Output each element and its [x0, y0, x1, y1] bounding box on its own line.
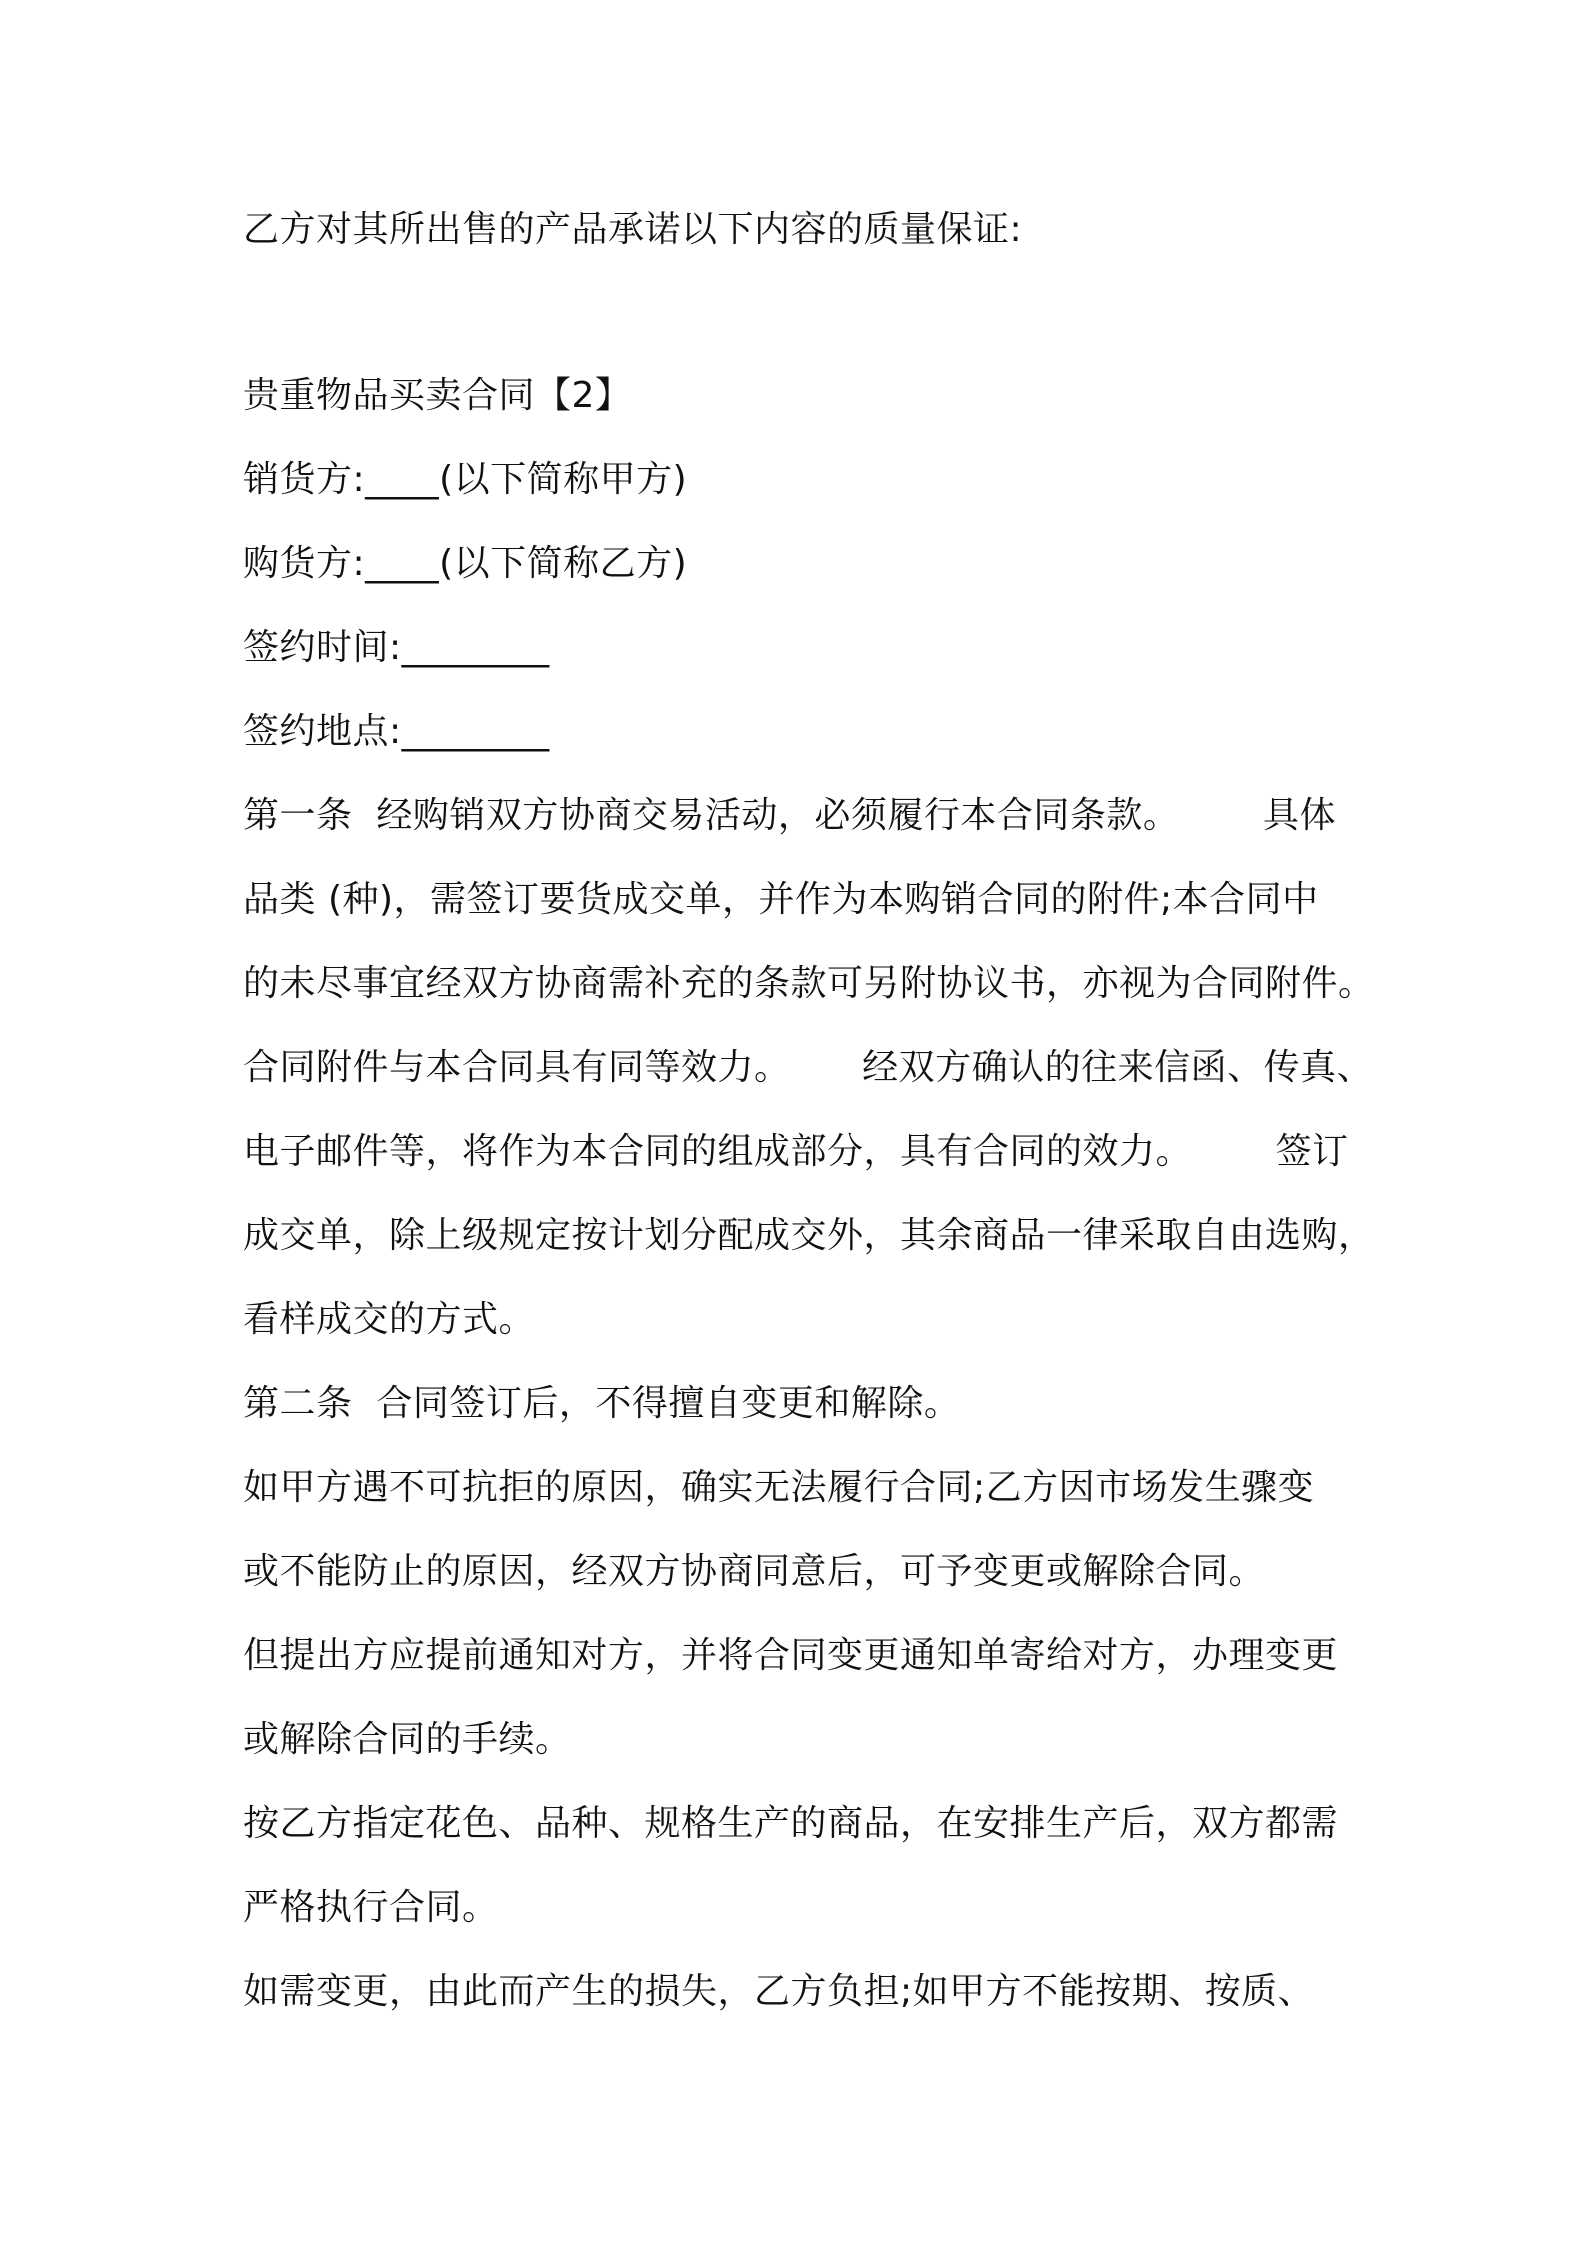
- contract-title: 贵重物品买卖合同【2】: [243, 375, 632, 416]
- article-two-line-5: 或解除合同的手续。: [243, 1719, 572, 1760]
- article-two-line-3: 或不能防止的原因，经双方协商同意后，可予变更或解除合同。: [243, 1551, 1266, 1592]
- article-two-line-7: 严格执行合同。: [243, 1887, 499, 1928]
- article-one-line-6: 成交单，除上级规定按计划分配成交外，其余商品一律采取自由选购，: [243, 1215, 1375, 1256]
- seller-line: 销货方:____(以下简称甲方): [243, 459, 688, 500]
- article-two-line-4: 但提出方应提前通知对方，并将合同变更通知单寄给对方，办理变更: [243, 1635, 1339, 1676]
- article-one-line-3: 的未尽事宜经双方协商需补充的条款可另附协议书，亦视为合同附件。: [243, 963, 1375, 1004]
- signing-place-line: 签约地点:________: [243, 711, 550, 752]
- article-one-line-4: 合同附件与本合同具有同等效力。 经双方确认的往来信函、传真、: [243, 1047, 1374, 1088]
- article-one-line-2: 品类 (种)，需签订要货成交单，并作为本购销合同的附件;本合同中: [243, 879, 1319, 920]
- article-two-line-8: 如需变更，由此而产生的损失，乙方负担;如甲方不能按期、按质、: [243, 1971, 1315, 2012]
- article-one-line-5: 电子邮件等，将作为本合同的组成部分，具有合同的效力。 签订: [243, 1131, 1349, 1172]
- article-two-line-6: 按乙方指定花色、品种、规格生产的商品，在安排生产后，双方都需: [243, 1803, 1339, 1844]
- quality-guarantee-line: 乙方对其所出售的产品承诺以下内容的质量保证:: [243, 209, 1023, 250]
- article-one-line-7: 看样成交的方式。: [243, 1299, 536, 1340]
- article-two-line-1: 第二条 合同签订后，不得擅自变更和解除。: [243, 1383, 961, 1424]
- signing-time-line: 签约时间:________: [243, 627, 550, 668]
- article-one-line-1: 第一条 经购销双方协商交易活动，必须履行本合同条款。 具体: [243, 795, 1336, 836]
- buyer-line: 购货方:____(以下简称乙方): [243, 543, 688, 584]
- article-two-line-2: 如甲方遇不可抗拒的原因，确实无法履行合同;乙方因市场发生骤变: [243, 1467, 1315, 1508]
